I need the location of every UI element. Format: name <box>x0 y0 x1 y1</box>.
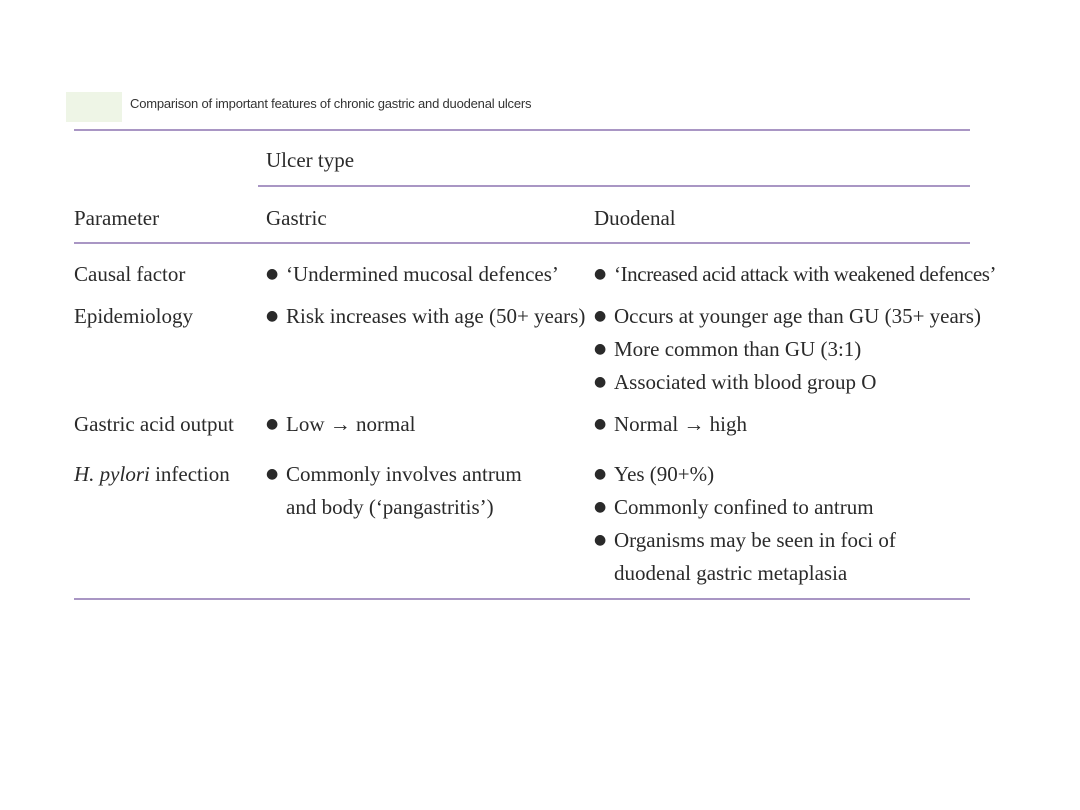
gastric-cell <box>264 300 586 333</box>
row-parameter-rest: infection <box>149 462 230 486</box>
caption-label-tab <box>66 92 122 122</box>
duodenal-cell <box>592 458 977 590</box>
bullet-icon: ● <box>594 499 607 515</box>
bullet-icon: ● <box>594 341 607 357</box>
header-rule <box>74 242 970 244</box>
list-item: ● Organisms may be seen in foci of duodenal gastric metaplasia <box>592 524 959 590</box>
group-header-rule <box>258 185 970 187</box>
row-parameter: Gastric acid output <box>74 412 234 436</box>
list-item: ● Associated with blood group O <box>592 366 977 399</box>
list-item: ● More common than GU (3:1) <box>592 333 977 366</box>
gastric-cell <box>264 458 564 524</box>
list-item: ● Risk increases with age (50+ years) <box>264 300 564 333</box>
duodenal-cell <box>592 408 977 441</box>
table-bottom-rule <box>74 598 970 600</box>
row-parameter <box>74 458 230 491</box>
bullet-icon: ● <box>266 266 279 282</box>
bullet-icon: ● <box>594 466 607 482</box>
bullet-icon: ● <box>594 374 607 390</box>
row-parameter-italic: H. pylori <box>74 462 150 486</box>
bullet-icon: ● <box>594 416 607 432</box>
row-parameter: Epidemiology <box>74 304 193 328</box>
list-item: ● ‘Increased acid attack with weakened defences’ <box>592 258 977 291</box>
list-item: ● Yes (90+%) <box>592 458 977 491</box>
bullet-icon: ● <box>266 466 279 482</box>
list-item: ● Normal → high <box>592 408 977 441</box>
bullet-icon: ● <box>594 266 606 282</box>
column-header-gastric: Gastric <box>266 206 327 230</box>
row-parameter: Causal factor <box>74 262 186 286</box>
list-item: ● Occurs at younger age than GU (35+ years) <box>592 300 977 333</box>
gastric-cell <box>264 258 564 291</box>
bullet-icon: ● <box>266 416 279 432</box>
bullet-icon: ● <box>594 308 607 324</box>
list-item: ● Low → normal <box>264 408 564 441</box>
column-header-duodenal: Duodenal <box>594 206 676 230</box>
list-item: ● Commonly involves antrum and body (‘pangastritis’) <box>264 458 556 524</box>
duodenal-cell <box>592 300 981 399</box>
bullet-icon: ● <box>266 308 279 324</box>
table-top-rule <box>74 129 970 131</box>
column-header-parameter: Parameter <box>74 206 160 230</box>
bullet-icon: ● <box>594 532 607 548</box>
duodenal-cell <box>592 258 997 291</box>
group-header-ulcer-type: Ulcer type <box>266 148 355 172</box>
list-item: ● ‘Undermined mucosal defences’ <box>264 258 564 291</box>
list-item: ● Commonly confined to antrum <box>592 491 977 524</box>
table-caption: Comparison of important features of chronic gastric and duodenal ulcers <box>130 96 532 111</box>
gastric-cell <box>264 408 564 441</box>
